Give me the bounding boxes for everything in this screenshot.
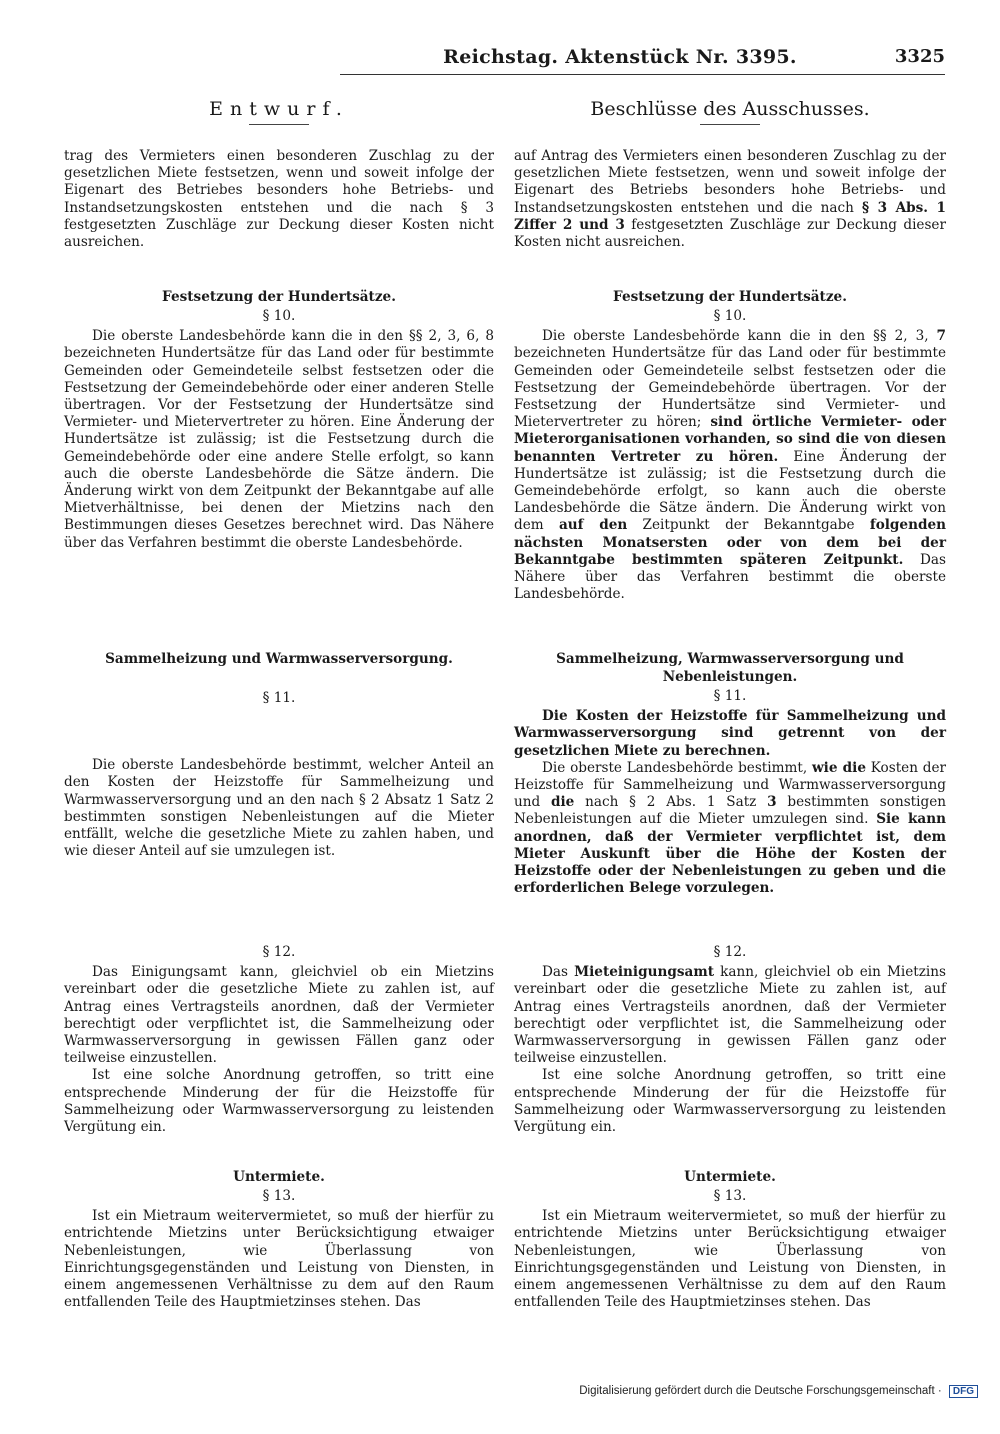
right-column-title: Beschlüsse des Ausschusses. bbox=[590, 98, 870, 120]
amendment-bold: 3 bbox=[767, 794, 777, 811]
right-section-11 bbox=[514, 650, 946, 897]
text-span: Die oberste Landesbehörde bestimmt, bbox=[542, 759, 812, 776]
text-span: Das Nähere über das Verfahren bestimmt die oberste Landesbehörde. bbox=[514, 551, 946, 603]
text-span: bestimmten sonstigen Nebenleistungen auf die Mieter umzulegen sind. bbox=[514, 794, 946, 828]
left-paragraph-12b: Ist eine solche Anordnung getroffen, so tritt eine entsprechende Minderung der für die Heizstoffe für Sammelheizung oder Warmwasserversorgung zu leistenden Vergütung ein. bbox=[64, 1067, 494, 1136]
amendment-bold: 7 bbox=[936, 328, 946, 345]
right-section-13 bbox=[514, 1168, 946, 1311]
right-section-11-number: § 11. bbox=[713, 688, 747, 704]
amendment-bold: auf den bbox=[558, 517, 628, 534]
right-paragraph-10 bbox=[514, 328, 946, 603]
amendment-bold: wie die bbox=[811, 759, 866, 776]
left-section-10-number: § 10. bbox=[262, 308, 296, 324]
right-section-12-number: § 12. bbox=[713, 944, 747, 960]
right-paragraph-11 bbox=[514, 760, 946, 898]
running-header bbox=[340, 44, 945, 75]
right-paragraph-13: Ist ein Mietraum weitervermietet, so muß der hierfür zu entrichtende Mietzins unter Berücksichtigung etwaiger Nebenleistungen, wie Überlassung von Einrichtungsgegenständen und Leistung von Diensten, in einem angemessenen Verhältnisse zu dem auf den Raum entfallenden Teile des Hauptmietzinses stehen. Das bbox=[514, 1208, 946, 1311]
text-span: auf Antrag des Vermieters einen besonderen Zuschlag zu der gesetzlichen Miete festsetzen, wenn und soweit infolge der Eigenart des Betriebs besonders hohe Betriebs- und Instandsetzungskosten entstehen und die nach bbox=[514, 148, 946, 216]
amendment-bold: die bbox=[551, 794, 575, 811]
text-span: bezeichneten Hundertsätze für das Land oder für bestimmte Gemeinden oder Gemeindeteile selbst festsetzen oder die Festsetzung der Gemeindebehörde übertragen. Vor der Festsetzung der Hundertsätze sind Vermieter- und Mietervertreter zu hören; bbox=[514, 345, 946, 431]
title-divider bbox=[700, 124, 760, 125]
left-section-12 bbox=[64, 942, 494, 1136]
left-section-13 bbox=[64, 1168, 494, 1311]
footer-text: Digitalisierung gefördert durch die Deutsche Forschungsgemeinschaft · bbox=[579, 1385, 942, 1397]
text-span: Die oberste Landesbehörde kann die in den §§ 2, 3, bbox=[542, 328, 937, 345]
amendment-bold: sind örtliche Vermieter- oder Mieterorganisationen vorhanden, so sind die von diesen benannten Vertreter zu hören. bbox=[514, 414, 946, 465]
left-section-12-number: § 12. bbox=[262, 944, 296, 960]
left-intro-paragraph: trag des Vermieters einen besonderen Zuschlag zu der gesetzlichen Miete festsetzen, wenn und soweit infolge der Eigenart des Betriebes besonders hohe Betriebs- und Instandsetzungskosten entstehen und die nach § 3 festgesetzten Zuschläge zur Deckung dieser Kosten nicht ausreichen. bbox=[64, 148, 494, 251]
left-paragraph-12a: Das Einigungsamt kann, gleichviel ob ein Mietzins vereinbart oder die gesetzliche Miete zu zahlen ist, auf Antrag eines Vertragsteils anordnen, daß der Vermieter berechtigt oder verpflichtet ist, die Sammelheizung oder Warmwasserversorgung in gewissen Fällen ganz oder teilweise einzustellen. bbox=[64, 964, 494, 1067]
amendment-bold: Mieteinigungsamt bbox=[574, 964, 714, 981]
left-section-11-number: § 11. bbox=[262, 690, 296, 706]
left-column-title: Entwurf. bbox=[209, 98, 349, 120]
left-paragraph-11: Die oberste Landesbehörde bestimmt, welcher Anteil an den Kosten der Heizstoffe für Sammelheizung und Warmwasserversorgung und an den nach § 2 Absatz 1 Satz 2 bestimmten sonstigen Nebenleistungen auf die Mieter entfällt, welche die gesetzliche Miete zu zahlen haben, und wie dieser Anteil auf sie umzulegen ist. bbox=[64, 757, 494, 860]
digitization-footer bbox=[579, 1385, 978, 1398]
page-number: 3325 bbox=[894, 46, 945, 67]
right-heading-untermiete: Untermiete. bbox=[684, 1169, 776, 1185]
left-section-11 bbox=[64, 650, 494, 860]
left-column-entwurf bbox=[64, 96, 494, 1311]
left-heading-hundertsaetze: Festsetzung der Hundertsätze. bbox=[162, 289, 396, 305]
left-section-13-number: § 13. bbox=[262, 1188, 296, 1204]
text-span: Das bbox=[542, 964, 575, 981]
left-heading-untermiete: Untermiete. bbox=[233, 1169, 325, 1185]
text-span: Kosten der Heizstoffe für Sammelheizung und Warmwasserversorgung und bbox=[514, 759, 946, 811]
text-span: kann, gleichviel ob ein Mietzins vereinbart oder die gesetzliche Miete zu zahlen ist, auf Antrag eines Vertragsteils anordnen, daß der Vermieter berechtigt oder verpflichtet ist, die Sammelheizung oder Warmwasserversorgung in gewissen Fällen ganz oder teilweise einzustellen. bbox=[514, 964, 946, 1067]
text-span: festgesetzten Zuschläge zur Deckung dieser Kosten nicht ausreichen. bbox=[514, 216, 946, 251]
right-intro-paragraph bbox=[514, 148, 946, 251]
left-paragraph-10: Die oberste Landesbehörde kann die in den §§ 2, 3, 6, 8 bezeichneten Hundertsätze für das Land oder für bestimmte Gemeinden oder Gemeindeteile selbst festsetzen oder die Festsetzung der Gemeindebehörde oder einer anderen Stelle übertragen. Vor der Festsetzung der Hundertsätze sind Vermieter- und Mietervertreter zu hören. Eine Änderung der Hundertsätze ist zulässig; ist die Festsetzung durch die Gemeindebehörde oder eine andere Stelle erfolgt, so kann auch die oberste Landesbehörde die Sätze ändern. Die Änderung wirkt von dem Zeitpunkt der Bekanntgabe auf alle Mietverhältnisse, bei denen der Mietzins nach den Bestimmungen dieses Gesetzes berechnet wird. Das Nähere über das Verfahren bestimmt die oberste Landesbehörde. bbox=[64, 328, 494, 551]
left-intro-block bbox=[64, 148, 494, 251]
amendment-bold: Sie kann anordnen, daß der Vermieter verpflichtet ist, dem Mieter Auskunft über die Höhe der Kosten der Heizstoffe oder der Nebenleistungen zu geben und die erforderlichen Belege vorzulegen. bbox=[514, 811, 947, 897]
right-intro-block bbox=[514, 148, 946, 251]
left-paragraph-13: Ist ein Mietraum weitervermietet, so muß der hierfür zu entrichtende Mietzins unter Berücksichtigung etwaiger Nebenleistungen, wie Überlassung von Einrichtungsgegenständen und Leistung von Diensten, in einem angemessenen Verhältnisse zu dem auf den Raum entfallenden Teile des Hauptmietzinses stehen. Das bbox=[64, 1208, 494, 1311]
right-paragraph-12b: Ist eine solche Anordnung getroffen, so tritt eine entsprechende Minderung der für die Heizstoffe für Sammelheizung oder Warmwasserversorgung zu leistenden Vergütung ein. bbox=[514, 1067, 946, 1136]
running-title: Reichstag. Aktenstück Nr. 3395. bbox=[443, 46, 797, 68]
text-span: Zeitpunkt der Bekanntgabe bbox=[627, 517, 870, 534]
right-section-12 bbox=[514, 942, 946, 1136]
right-section-13-number: § 13. bbox=[713, 1188, 747, 1204]
text-span: nach § 2 Abs. 1 Satz bbox=[574, 794, 768, 811]
right-section-10 bbox=[514, 288, 946, 603]
right-paragraph-11-new: Die Kosten der Heizstoffe für Sammelheizung und Warmwasserversorgung sind getrennt von der gesetzlichen Miete zu berechnen. bbox=[514, 708, 946, 759]
right-heading-sammelheizung bbox=[514, 650, 946, 686]
right-heading-hundertsaetze: Festsetzung der Hundertsätze. bbox=[613, 289, 847, 305]
right-paragraph-12a bbox=[514, 964, 946, 1067]
left-section-10 bbox=[64, 288, 494, 552]
amendment-bold: § 3 Abs. 1 Ziffer 2 und 3 bbox=[514, 199, 946, 233]
title-divider bbox=[249, 124, 309, 125]
right-column-beschluesse bbox=[514, 96, 947, 1311]
left-heading-sammelheizung: Sammelheizung und Warmwasserversorgung. bbox=[105, 651, 453, 667]
dfg-logo-icon: DFG bbox=[949, 1385, 978, 1398]
right-section-10-number: § 10. bbox=[713, 308, 747, 324]
text-span: Sammelheizung, Warmwasserversorgung bbox=[556, 651, 875, 667]
amendment-bold: und Nebenleistungen. bbox=[662, 651, 904, 685]
amendment-bold: folgenden nächsten Monatsersten oder von dem bei der Bekanntgabe bestimmten späteren Zeitpunkt. bbox=[514, 517, 946, 568]
text-span: Eine Änderung der Hundertsätze ist zulässig; ist die Festsetzung durch die Gemeindebehörde erfolgt, so kann auch die oberste Landesbehörde die Sätze ändern. Die Änderung wirkt von dem bbox=[514, 448, 947, 534]
